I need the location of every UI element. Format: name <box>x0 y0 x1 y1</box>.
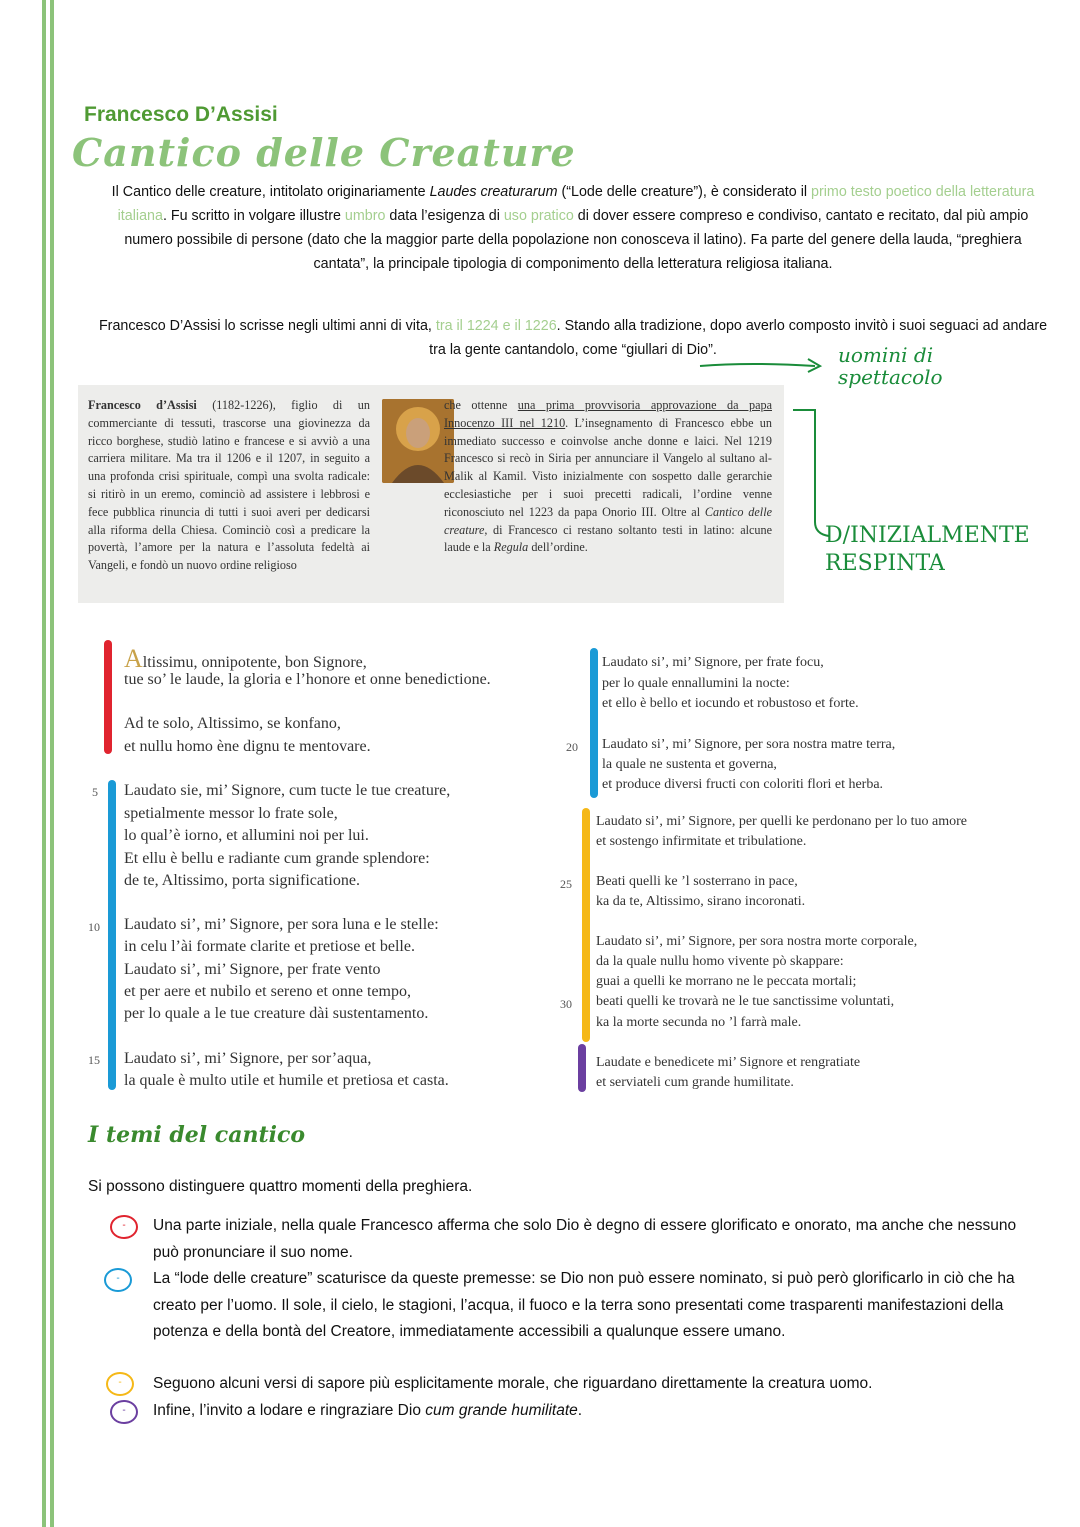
verse-line: et serviateli cum grande humilitate. <box>596 1075 794 1090</box>
verse-line: Laudato si’, mi’ Signore, per sora luna e le stelle: <box>124 916 439 933</box>
verse-line: tue so’ le laude, la gloria e l’honore et onne benedictione. <box>124 671 491 688</box>
biography-box <box>78 385 784 603</box>
verse-line: guai a quelli ke morrano ne le peccata mortali; <box>596 974 857 989</box>
verse-line: et produce diversi fructi con coloriti flori et herba. <box>602 777 884 792</box>
line-number: 30 <box>560 997 572 1011</box>
section-title-themes: I temi del cantico <box>88 1122 306 1148</box>
verse-line: per lo quale ennallumini la nocte: <box>602 676 790 691</box>
stanza-marker-blue-2 <box>590 648 598 798</box>
verse-line: et ello è bello et iocundo et robustoso et forte. <box>602 696 859 711</box>
verse-line: Ad te solo, Altissimo, se konfano, <box>124 715 341 732</box>
margin-line-right <box>50 0 54 1527</box>
verse-line: Laudato si’, mi’ Signore, per quelli ke perdonano per lo tuo amore <box>596 814 968 829</box>
biography-column-1: Francesco d’Assisi (1182-1226), figlio di un commerciante di tessuti, trascorse una giovinezza da ricco borghese, studiò latino e francese e si avviò a una carriera militare. Ma tra il 1206 e il 1207, in seguito a una profonda crisi spirituale, compì una svolta radicale: si ritirò in un eremo, cominciò ad assistere i lebbrosi e fece pubblica rinuncia di tutti i suoi averi per dedicarsi alla riforma della Chiesa. Cominciò così a predicare la povertà, l’amore per la natura e l’assoluta fedeltà ai Vangeli, e fondò un nuovo ordine religioso <box>88 398 370 573</box>
verse-line: Laudato si’, mi’ Signore, per frate focu, <box>602 655 824 670</box>
verse-line: Laudato sie, mi’ Signore, cum tucte le tue creature, <box>124 782 451 799</box>
stanza-marker-purple <box>578 1044 586 1092</box>
verse-line: Laudato si’, mi’ Signore, per sora nostra morte corporale, <box>596 934 918 949</box>
theme-item-1: Una parte iniziale, nella quale Francesco afferma che solo Dio è degno di essere glorificato e onorato, ma anche che nessuno può pronunciare il suo nome. <box>153 1217 1017 1261</box>
verse-line: Laudato si’, mi’ Signore, per frate vento <box>124 961 381 978</box>
annotation-note-2: D/INIZIALMENTE RESPINTA <box>825 523 1030 576</box>
margin-line-left <box>42 0 46 1527</box>
verse-line: in celu l’ài formate clarite et pretiose et belle. <box>124 938 415 955</box>
annotation-arrow-1 <box>690 350 840 380</box>
verse-line: beati quelli ke trovarà ne le tue sanctissime voluntati, <box>596 994 895 1009</box>
verse-line: la quale ne sustenta et governa, <box>602 757 777 772</box>
themes-intro: Si possono distinguere quattro momenti della preghiera. <box>88 1178 473 1195</box>
bullet-circle-red: - <box>110 1215 138 1239</box>
stanza-marker-red <box>104 640 112 754</box>
line-number: 25 <box>560 877 572 891</box>
bullet-circle-blue: - <box>104 1268 132 1292</box>
theme-item-4: Infine, l’invito a lodare e ringraziare Dio cum grande humilitate. <box>153 1402 583 1419</box>
verse-line: Et ellu è bellu e radiante cum grande splendore: <box>124 850 430 867</box>
verse-line: et sostengo infirmitate et tribulatione. <box>596 834 807 849</box>
verse-line: la quale è multo utile et humile et pretiosa et casta. <box>124 1072 449 1089</box>
theme-item-3: Seguono alcuni versi di sapore più esplicitamente morale, che riguardano direttamente la creatura uomo. <box>153 1375 873 1392</box>
line-number: 10 <box>88 920 100 934</box>
intro-paragraph-1: Il Cantico delle creature, intitolato originariamente Laudes creaturarum (“Lode delle creature”), è considerato il primo testo poetico della letteratura italiana. Fu scritto in volgare illustre umbro data l’esigenza di uso pratico di dover essere compreso e condiviso, cantato e recitato, dal più ampio numero possibile di persone (dato che la maggior parte della popolazione non conosceva il latino). Fa parte del genere della lauda, “preghiera cantata”, la principale tipologia di componimento della letteratura religiosa italiana. <box>111 184 1035 272</box>
verse-line: da la quale nullu homo vivente pò skappare: <box>596 954 844 969</box>
verse-line: Beati quelli ke ’l sosterrano in pace, <box>596 874 798 889</box>
verse-line: Laudato si’, mi’ Signore, per sor’aqua, <box>124 1050 372 1067</box>
bullet-circle-yellow: - <box>106 1372 134 1396</box>
verse-line: lo qual’è iorno, et allumini noi per lui. <box>124 827 369 844</box>
verse-line: de te, Altissimo, porta significatione. <box>124 872 360 889</box>
page-title: Cantico delle Creature <box>72 130 576 175</box>
annotation-note-1: uomini di spettacolo <box>838 343 943 389</box>
verse-line: per lo quale a le tue creature dài sustentamento. <box>124 1005 429 1022</box>
stanza-marker-blue-1 <box>108 780 116 1090</box>
line-number: 20 <box>566 740 578 754</box>
verse-line: Laudate e benedicete mi’ Signore et rengratiate <box>596 1055 861 1070</box>
verse-line: Altissimu, onnipotente, bon Signore, <box>124 644 367 673</box>
line-number: 5 <box>92 785 98 799</box>
bullet-circle-purple: - <box>110 1400 138 1424</box>
verse-line: spetialmente messor lo frate sole, <box>124 805 338 822</box>
verse-line: Laudato si’, mi’ Signore, per sora nostra matre terra, <box>602 737 896 752</box>
verse-line: et nullu homo ène dignu te mentovare. <box>124 738 371 755</box>
intro-paragraph-2: Francesco D’Assisi lo scrisse negli ultimi anni di vita, tra il 1224 e il 1226. Stando alla tradizione, dopo averlo composto invitò i suoi seguaci ad andare tra la gente cantandolo, come “giullari di Dio”. <box>98 318 1048 358</box>
theme-item-2: La “lode delle creature” scaturisce da queste premesse: se Dio non può essere nominato, si può però glorificarlo in ciò che ha creato per l’uomo. Il sole, il cielo, le stagioni, l’acqua, il fuoco e la terra sono presentati come trasparenti manifestazioni della potenza e della bontà del Creatore, immediatamente accessibili a qualunque essere umano. <box>153 1270 1015 1340</box>
stanza-marker-yellow <box>582 808 590 1042</box>
verse-line: et per aere et nubilo et sereno et onne tempo, <box>124 983 411 1000</box>
biography-column-2: che ottenne una prima provvisoria approvazione da papa Innocenzo III nel 1210. L’insegnamento di Francesco ebbe un immediato successo e coinvolse anche donne e laici. Nel 1219 Francesco si recò in Siria per annunciare il Vangelo al sultano al-Malik al Kamil. Visto inizialmente con sospetto dalle gerarchie ecclesiastiche per i suoi precetti radicali, l’ordine venne riconosciuto nel 1223 da papa Onorio III. Oltre al Cantico delle creature, di Francesco ci restano soltanto testi in latino: alcune laude e la Regula dell’ordine. <box>444 398 772 555</box>
line-number: 15 <box>88 1053 100 1067</box>
verse-line: ka da te, Altissimo, sirano incoronati. <box>596 894 806 909</box>
author-heading: Francesco D’Assisi <box>84 103 278 126</box>
verse-line: ka la morte secunda no ’l farrà male. <box>596 1015 802 1030</box>
